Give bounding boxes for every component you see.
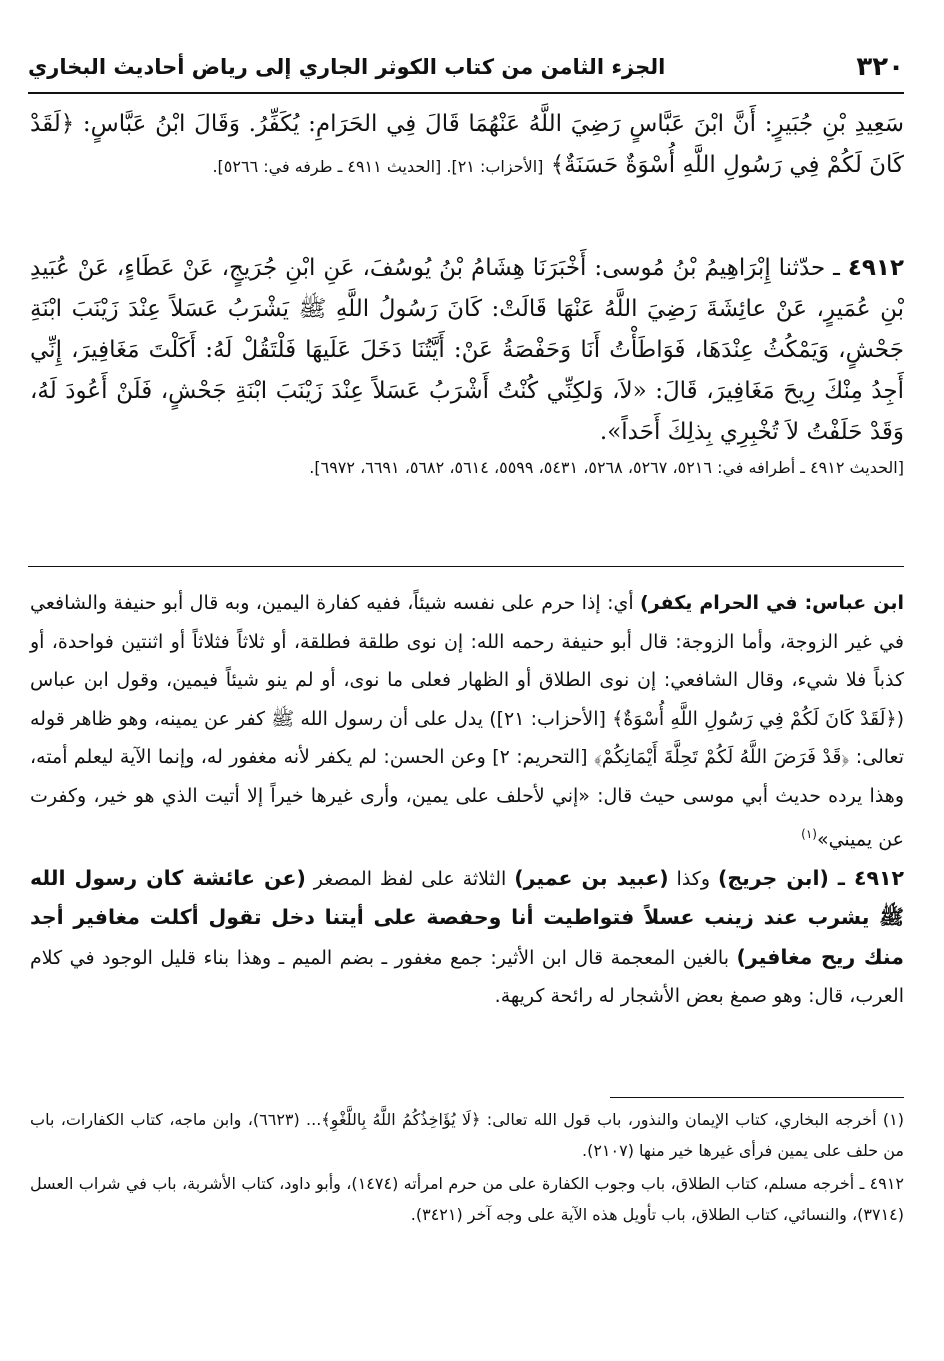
hadith-4911-reference: [الأحزاب: ٢١]. [الحديث ٤٩١١ ـ طرفه في: ٥٢٦٦]. [212, 157, 544, 176]
commentary-text: بالغين المعجمة قال ابن الأثير: جمع مغفور ـ بضم الميم ـ وهذا بناء قليل الوجود في كلام العرب، قال: وهو صمغ بعض الأشجار له رائحة كريهة. [30, 946, 904, 1008]
footnote-ref[interactable]: (١) [801, 827, 817, 841]
hadith-4912 [30, 248, 904, 483]
footnote-1 [30, 1104, 904, 1166]
commentary [30, 584, 904, 1016]
footnote-text: أخرجه البخاري، كتاب الإيمان والنذور، باب قول الله تعالى: ﴿لَا يُؤَاخِذُكُمُ اللَّهُ بِاللَّغْوِ﴾... (٦٦٢٣)، وابن ماجه، كتاب الكفارات، باب من حلف على يمين فرأى غيرها خير منها (٢١٠٧). [30, 1110, 904, 1160]
running-title: الجزء الثامن من كتاب الكوثر الجاري إلى رياض أحاديث البخاري [28, 55, 666, 79]
header-rule [28, 92, 904, 94]
section-divider [28, 566, 904, 567]
hadith-4911-tail [30, 104, 904, 187]
commentary-text: الثلاثة على لفظ المصغر [313, 867, 507, 890]
page-number: ٣٢٠ [856, 52, 904, 82]
footnote-marker: (١) [882, 1110, 905, 1129]
hadith-4911-text: سَعِيدِ بْنِ جُبَيرٍ: أَنَّ ابْنَ عَبَّاسٍ رَضِيَ اللَّهُ عَنْهُمَا قَالَ فِي الحَرَامِ: يُكَفِّرُ. وَقَالَ ابْنُ عَبَّاسٍ: ﴿لَقَدْ كَانَ لَكُمْ فِي رَسُولِ اللَّهِ أُسْوَةٌ حَسَنَةٌ﴾ [30, 111, 904, 178]
footnote-text: أخرجه مسلم، كتاب الطلاق، باب وجوب الكفارة على من حرم امرأته (١٤٧٤)، وأبو داود، كتاب الأشربة، باب في شراب العسل (٣٧١٤)، والنسائي، كتاب الطلاق، باب تأويل هذه الآية على وجه آخر (٣٤٢١). [30, 1174, 904, 1224]
hadith-4912-reference: [الحديث ٤٩١٢ ـ أطرافه في: ٥٢١٦، ٥٢٦٧، ٥٢٦٨، ٥٤٣١، ٥٥٩٩، ٥٦١٤، ٥٦٨٢، ٦٦٩١، ٦٩٧٢]. [309, 458, 904, 477]
footnote-rule [610, 1097, 904, 1098]
hadith-number: ٤٩١٢ [847, 255, 904, 281]
hadith-4912-text: ـ حدّثنا إِبْرَاهِيمُ بْنُ مُوسى: أَخْبَرَنَا هِشَامُ بْنُ يُوسُفَ، عَنِ ابْنِ جُرَيجٍ، عَنْ عَطَاءٍ، عَنْ عُبَيدِ بْنِ عُمَيرٍ، عَنْ عائِشَةَ رَضِيَ اللَّهُ عَنْهَا قَالَتْ: كَانَ رَسُولُ اللَّهِ ﷺ يَشْرَبُ عَسَلاً عِنْدَ زَيْنَبَ ابْنَةِ جَحْشٍ، وَيَمْكُثُ عِنْدَهَا، فَوَاطَأْتُ أَنَا وَحَفْصَةُ عَنْ: أَيَّتُنَا دَخَلَ عَلَيهَا فَلْتَقُلْ لَهُ: أَكَلْتَ مَغَافِيرَ، إِنِّي أَجِدُ مِنْكَ رِيحَ مَغَافِيرَ، قَالَ: «لاَ، وَلكِنِّي كُنْتُ أَشْرَبُ عَسَلاً عِنْدَ زَيْنَبَ ابْنَةِ جَحْشٍ، فَلَنْ أَعُودَ لَهُ، وَقَدْ حَلَفْتُ لاَ تُخْبِرِي بِذلِكَ أَحَداً». [30, 255, 904, 445]
page-header [28, 44, 904, 90]
footnote-2 [30, 1168, 904, 1230]
commentary-hadith-number: ٤٩١٢ ـ (ابن جريج) [717, 865, 905, 890]
commentary-text: وكذا [676, 867, 711, 890]
commentary-lemma: ابن عباس: في الحرام يكفر) [640, 592, 904, 614]
commentary-paragraph-2 [30, 859, 904, 1016]
footnotes [30, 1104, 904, 1232]
footnote-marker: ٤٩١٢ ـ [859, 1174, 905, 1193]
commentary-lemma: (عبيد بن عمير) [514, 865, 669, 890]
commentary-text: أي: إذا حرم على نفسه شيئاً، ففيه كفارة اليمين، وبه قال أبو حنيفة والشافعي في غير الزوجة، وأما الزوجة: قال أبو حنيفة رحمه الله: إن نوى طلقة فطلقة، أو ثلاثاً فثلاثاً أو اثنتين فواحدة، أو كذباً فلا شيء، وقال الشافعي: إن نوى الطلاق أو الظهار فعلى ما نوى، أو لم ينو شيئاً فيمين، وقول ابن عباس (﴿لَقَدْ كَانَ لَكُمْ فِي رَسُولِ اللَّهِ أُسْوَةٌ﴾ [الأحزاب: ٢١]) يدل على أن رسول الله ﷺ كفر عن يمينه، وهو ظاهر قوله تعالى: ﴿قَدْ فَرَضَ اللَّهُ لَكُمْ تَحِلَّةَ أَيْمَانِكُمْ﴾ [التحريم: ٢] وعن الحسن: لم يكفر لأنه مغفور له، وإنما الآية ليعلم أمته، وهذا يرده حديث أبي موسى حيث قال: «إني لأحلف على يمين، وأرى غيرها خيراً إلا أتيت الذي هو خير، وكفرت عن يميني» [30, 592, 904, 851]
commentary-paragraph-1 [30, 584, 904, 859]
commentary-lemma: (عن عائشة كان رسول الله ﷺ يشرب عند زينب عسلاً فتواطيت أنا وحفصة على أيتنا دخل تقول أكلت مغافير أجد منك ريح مغافير) [30, 865, 904, 969]
